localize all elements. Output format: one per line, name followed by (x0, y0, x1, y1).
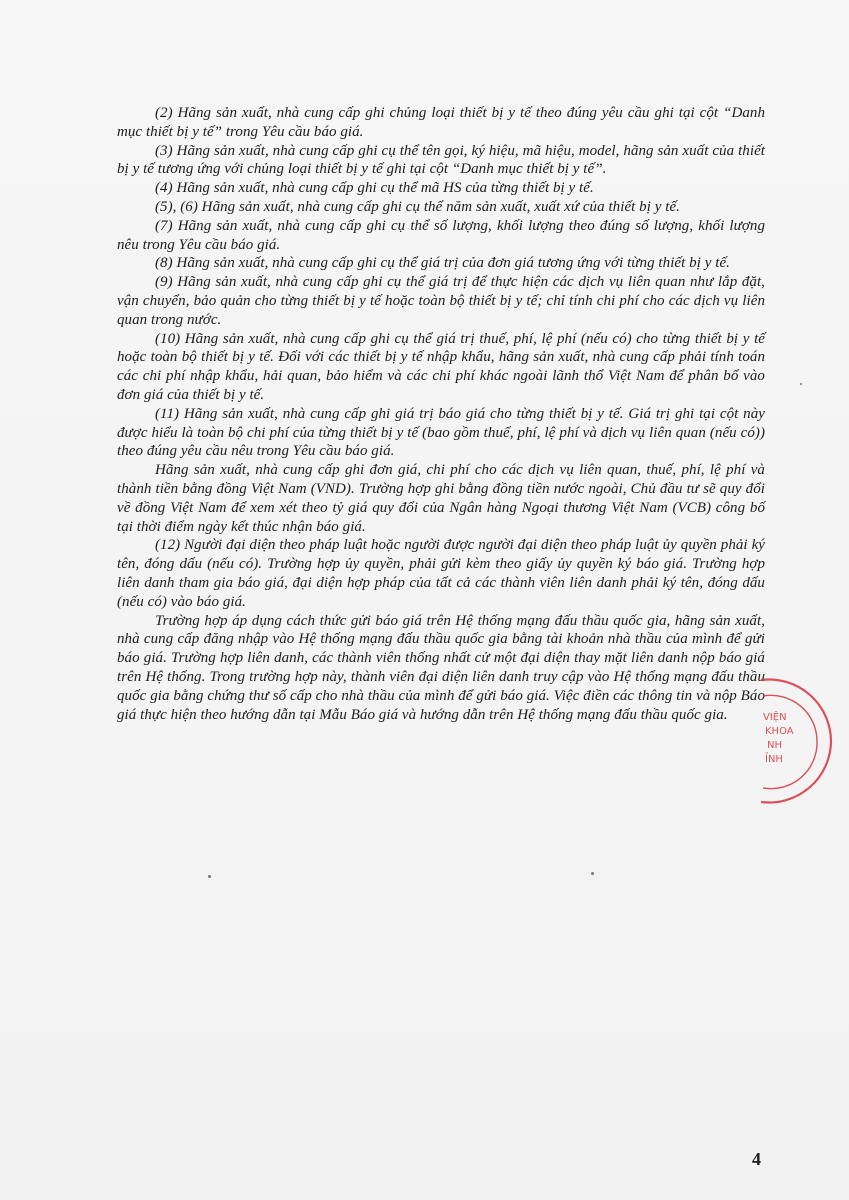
paragraph-note-8: (8) Hãng sản xuất, nhà cung cấp ghi cụ thể giá trị của đơn giá tương ứng với từng thiết bị y tế. (155, 255, 730, 272)
paragraph-currency: Hãng sản xuất, nhà cung cấp ghi đơn giá, chi phí cho các dịch vụ liên quan, thuế, phí, lệ phí và thành tiền bằng đồng Việt Nam (VND). Trường hợp ghi bằng đồng tiền nước ngoài, Chủ đầu tư sẽ quy đổi về đồng Việt Nam để xem xét theo tỷ giá quy đổi của Ngân hàng Ngoại thương Việt Nam (VCB) công bố tại thời điểm ngày kết thúc nhận báo giá. (117, 462, 765, 535)
red-seal-stamp (743, 672, 835, 806)
stamp-line-2: KHOA (765, 726, 794, 737)
stamp-line-3: NH (767, 740, 782, 751)
paragraph-note-12: (12) Người đại diện theo pháp luật hoặc người được người đại diện theo pháp luật ủy quyền phải ký tên, đóng dấu (nếu có). Trường hợp ủy quyền, phải gửi kèm theo giấy ủy quyền ký báo giá. Trường hợp liên danh tham gia báo giá, đại diện hợp pháp của tất cả các thành viên liên danh phải ký tên, đóng dấu (nếu có) vào báo giá. (117, 537, 765, 610)
scan-speck (800, 383, 802, 385)
paragraph-note-10: (10) Hãng sản xuất, nhà cung cấp ghi cụ thể giá trị thuế, phí, lệ phí (nếu có) cho từng thiết bị y tế hoặc toàn bộ thiết bị y tế. Đối với các thiết bị y tế nhập khẩu, hãng sản xuất, nhà cung cấp phải tính toán các chi phí nhập khẩu, hải quan, bảo hiểm và các chi phí khác ngoài lãnh thổ Việt Nam để phân bổ vào đơn giá của thiết bị y tế. (117, 330, 765, 403)
scan-speck (208, 875, 211, 878)
paragraph-note-11: (11) Hãng sản xuất, nhà cung cấp ghi giá trị báo giá cho từng thiết bị y tế. Giá trị ghi tại cột này được hiểu là toàn bộ chi phí của từng thiết bị y tế (bao gồm thuế, phí, lệ phí và dịch vụ liên quan (nếu có)) theo đúng yêu cầu nêu trong Yêu cầu báo giá. (117, 405, 765, 460)
paragraph-note-5-6: (5), (6) Hãng sản xuất, nhà cung cấp ghi cụ thể năm sản xuất, xuất xứ của thiết bị y tế. (155, 198, 680, 215)
paragraph-note-7: (7) Hãng sản xuất, nhà cung cấp ghi cụ thể số lượng, khối lượng theo đúng số lượng, khối lượng nêu trong Yêu cầu báo giá. (117, 217, 765, 253)
paragraph-note-4: (4) Hãng sản xuất, nhà cung cấp ghi cụ thể mã HS của từng thiết bị y tế. (155, 180, 594, 197)
page-number: 4 (752, 1149, 761, 1169)
paragraph-note-9: (9) Hãng sản xuất, nhà cung cấp ghi cụ thể giá trị để thực hiện các dịch vụ liên quan như lắp đặt, vận chuyển, bảo quản cho từng thiết bị y tế hoặc toàn bộ thiết bị y tế; chỉ tính chi phí cho các dịch vụ liên quan trong nước. (117, 274, 765, 328)
stamp-line-1: VIỆN (763, 712, 787, 723)
scan-speck (591, 872, 594, 875)
stamp-line-4: ỈNH (765, 754, 783, 765)
instructions-text (117, 104, 765, 724)
paragraph-note-2: (2) Hãng sản xuất, nhà cung cấp ghi chủng loại thiết bị y tế theo đúng yêu cầu ghi tại cột “Danh mục thiết bị y tế” trong Yêu cầu báo giá. (117, 105, 765, 140)
paragraph-online-submission: Trường hợp áp dụng cách thức gửi báo giá trên Hệ thống mạng đấu thầu quốc gia, hãng sản xuất, nhà cung cấp đăng nhập vào Hệ thống mạng đấu thầu quốc gia bằng tài khoản nhà thầu của mình để gửi báo giá. Trường hợp liên danh, các thành viên thống nhất cử một đại diện thay mặt liên danh nộp báo giá trên Hệ thống. Trong trường hợp này, thành viên đại diện liên danh truy cập vào Hệ thống mạng đấu thầu quốc gia bằng chứng thư số cấp cho nhà thầu của mình để gửi báo giá. Việc điền các thông tin và nộp Báo giá thực hiện theo hướng dẫn tại Mẫu Báo giá và hướng dẫn trên Hệ thống mạng đấu thầu quốc gia. (117, 612, 765, 723)
paragraph-note-3: (3) Hãng sản xuất, nhà cung cấp ghi cụ thể tên gọi, ký hiệu, mã hiệu, model, hãng sản xuất của thiết bị y tế tương ứng với chủng loại thiết bị y tế ghi tại cột “Danh mục thiết bị y tế”. (117, 142, 765, 178)
